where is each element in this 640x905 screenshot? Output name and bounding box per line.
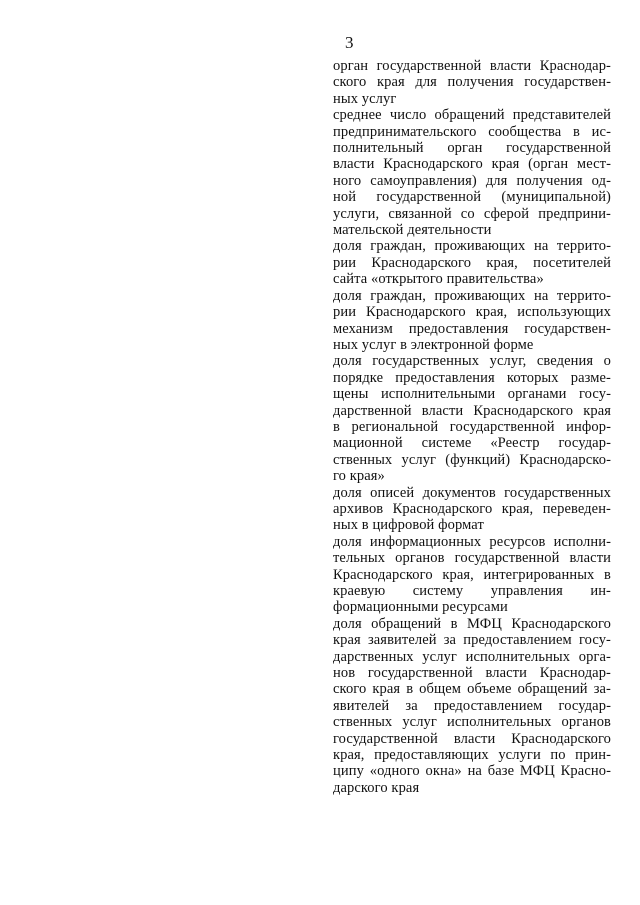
indicator-paragraph-3 — [333, 238, 611, 287]
text-line: власти Краснодарского края (орган мест- — [333, 156, 611, 173]
indicator-paragraph-1 — [333, 58, 611, 107]
text-line: услуги, связанной со сферой предприни- — [333, 205, 611, 222]
text-line: архивов Краснодарского края, переведен- — [333, 500, 611, 517]
text-line: края, предоставляющих услуги по прин- — [333, 747, 611, 764]
indicator-paragraph-7 — [333, 534, 611, 616]
text-line: нов государственной власти Краснодар- — [333, 665, 611, 682]
text-line: мательской деятельности — [333, 222, 492, 239]
text-line: рии Краснодарского края, использующих — [333, 304, 611, 321]
text-line: ных услуг в электронной форме — [333, 336, 534, 353]
text-line: ципу «одного окна» на базе МФЦ Красно- — [333, 763, 611, 780]
text-line: ного самоуправления) для получения од- — [333, 172, 611, 189]
text-line: сайта «открытого правительства» — [333, 271, 544, 288]
indicator-paragraph-4 — [333, 288, 611, 354]
text-line: мационной системе «Реестр государ- — [333, 435, 611, 452]
text-line: предпринимательского сообщества в ис- — [333, 123, 611, 140]
text-line: порядке предоставления которых разме- — [333, 369, 611, 386]
text-line: дарского края — [333, 779, 420, 796]
text-line: ского края в общем объеме обращений за- — [333, 681, 611, 698]
text-line: ных в цифровой формат — [333, 517, 484, 534]
text-line: дарственных услуг исполнительных орга- — [333, 648, 611, 665]
text-line: в региональной государственной инфор- — [333, 418, 611, 435]
text-line: щены исполнительными органами госу- — [333, 386, 611, 403]
page-number: 3 — [345, 33, 354, 52]
indicator-paragraph-5 — [333, 353, 611, 484]
text-line: доля государственных услуг, сведения о — [333, 353, 611, 370]
text-line: механизм предоставления государствен- — [333, 320, 611, 337]
text-line: явителей за предоставлением государ- — [333, 697, 611, 714]
indicator-paragraph-2 — [333, 107, 611, 238]
text-line: доля граждан, проживающих на террито- — [333, 238, 611, 255]
text-line: ной государственной (муниципальной) — [333, 189, 611, 206]
text-line: доля обращений в МФЦ Краснодарского — [333, 615, 611, 632]
text-line: ского края для получения государствен- — [333, 74, 611, 91]
text-line: полнительный орган государственной — [333, 140, 611, 157]
indicator-paragraph-6 — [333, 485, 611, 534]
text-line: ственных услуг исполнительных органов — [333, 714, 611, 731]
text-line: государственной власти Краснодарского — [333, 730, 611, 747]
text-line: ственных услуг (функций) Краснодарско- — [333, 451, 611, 468]
indicator-text-column — [333, 58, 611, 796]
text-line: формационными ресурсами — [333, 599, 508, 616]
text-line: доля описей документов государственных — [333, 484, 611, 501]
text-line: краевую систему управления ин- — [333, 583, 611, 599]
text-line: дарственной власти Краснодарского края — [333, 402, 611, 419]
text-line: доля информационных ресурсов исполни- — [333, 533, 611, 550]
text-line: го края» — [333, 468, 385, 485]
indicator-paragraph-8 — [333, 616, 611, 796]
text-line: доля граждан, проживающих на террито- — [333, 287, 611, 304]
text-line: края заявителей за предоставлением госу- — [333, 632, 611, 649]
text-line: Краснодарского края, интегрированных в — [333, 566, 611, 583]
text-line: среднее число обращений представителей — [333, 107, 611, 124]
text-line: ных услуг — [333, 90, 397, 107]
text-line: тельных органов государственной власти — [333, 550, 611, 567]
text-line: рии Краснодарского края, посетителей — [333, 254, 611, 271]
text-line: орган государственной власти Краснодар- — [333, 58, 611, 74]
